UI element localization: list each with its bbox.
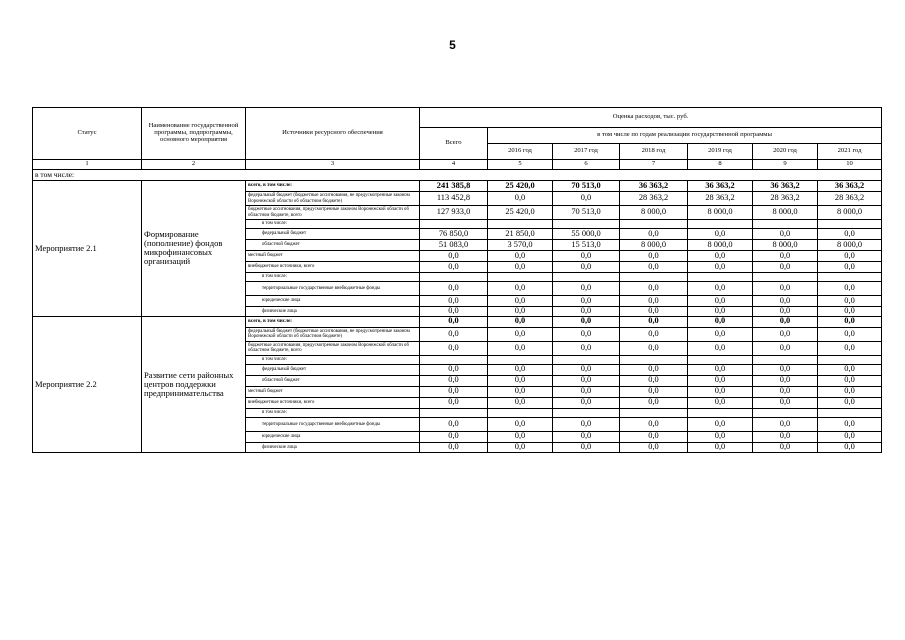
value-total (420, 220, 488, 229)
value-total: 241 385,8 (420, 181, 488, 192)
value-year: 0,0 (688, 341, 753, 355)
value-year: 0,0 (688, 397, 753, 408)
funding-source: всего, в том числе: (246, 316, 420, 327)
value-year: 0,0 (818, 307, 882, 317)
value-year: 0,0 (753, 386, 818, 397)
header-status: Статус (33, 108, 142, 160)
measure-name: Формирование (пополнение) фондов микрофинансовых организаций (142, 181, 246, 317)
value-year: 0,0 (753, 327, 818, 341)
value-year: 0,0 (620, 417, 688, 431)
value-year: 0,0 (488, 442, 553, 452)
value-year (553, 220, 620, 229)
value-year: 8 000,0 (620, 206, 688, 220)
value-year (620, 220, 688, 229)
value-year: 0,0 (488, 316, 553, 327)
value-year: 0,0 (620, 364, 688, 375)
value-year: 0,0 (553, 307, 620, 317)
value-total: 127 933,0 (420, 206, 488, 220)
value-year: 0,0 (818, 442, 882, 452)
value-year (620, 408, 688, 417)
value-year: 28 363,2 (620, 192, 688, 206)
funding-source: федеральный бюджет (бюджетные ассигнования, не предусмотренные законом Воронежской области об областном бюджете) (246, 327, 420, 341)
column-number: 5 (488, 160, 553, 170)
value-year: 0,0 (488, 397, 553, 408)
value-year (818, 355, 882, 364)
value-year: 0,0 (553, 397, 620, 408)
value-total: 0,0 (420, 397, 488, 408)
value-year: 0,0 (553, 296, 620, 307)
value-total (420, 355, 488, 364)
value-year (488, 408, 553, 417)
value-year: 25 420,0 (488, 181, 553, 192)
value-year (620, 273, 688, 282)
header-year: 2017 год (553, 144, 620, 160)
header-year: 2021 год (818, 144, 882, 160)
funding-source: в том числе: (246, 273, 420, 282)
value-year (753, 220, 818, 229)
measure-status: Мероприятие 2.2 (33, 316, 142, 452)
funding-source: внебюджетные источники, всего (246, 397, 420, 408)
value-year: 0,0 (488, 327, 553, 341)
value-year: 0,0 (688, 364, 753, 375)
value-year: 0,0 (620, 386, 688, 397)
value-year: 0,0 (688, 386, 753, 397)
value-year: 0,0 (818, 327, 882, 341)
value-year: 0,0 (753, 251, 818, 262)
value-year: 0,0 (688, 262, 753, 273)
column-number: 7 (620, 160, 688, 170)
value-total: 0,0 (420, 431, 488, 442)
value-year: 28 363,2 (753, 192, 818, 206)
value-year: 0,0 (818, 229, 882, 240)
header-year: 2020 год (753, 144, 818, 160)
value-year: 0,0 (553, 262, 620, 273)
value-year (688, 220, 753, 229)
value-year (688, 273, 753, 282)
funding-source: в том числе: (246, 355, 420, 364)
value-year: 0,0 (818, 296, 882, 307)
value-year: 25 420,0 (488, 206, 553, 220)
value-year (753, 408, 818, 417)
value-year: 0,0 (753, 431, 818, 442)
value-total (420, 273, 488, 282)
value-year: 0,0 (553, 442, 620, 452)
value-year: 0,0 (818, 386, 882, 397)
header-funding-sources: Источники ресурсного обеспечения (246, 108, 420, 160)
funding-source: территориальные государственные внебюджетные фонды (246, 282, 420, 296)
value-year (818, 220, 882, 229)
value-year: 0,0 (688, 316, 753, 327)
section-label: в том числе: (33, 170, 882, 181)
value-total: 0,0 (420, 442, 488, 452)
value-year: 0,0 (818, 364, 882, 375)
value-year: 15 513,0 (553, 240, 620, 251)
value-year: 0,0 (688, 251, 753, 262)
header-expense-estimate: Оценка расходов, тыс. руб. (420, 108, 882, 128)
value-year: 0,0 (818, 431, 882, 442)
value-year: 0,0 (753, 229, 818, 240)
value-year: 28 363,2 (818, 192, 882, 206)
value-year: 0,0 (818, 375, 882, 386)
measures-body (33, 181, 882, 453)
funding-source: областной бюджет (246, 240, 420, 251)
value-year: 8 000,0 (620, 240, 688, 251)
value-total: 0,0 (420, 316, 488, 327)
column-number: 9 (753, 160, 818, 170)
funding-source: федеральный бюджет (246, 364, 420, 375)
value-year: 70 513,0 (553, 181, 620, 192)
funding-source: бюджетные ассигнования, предусмотренные законом Воронежской области об областном бюджете, всего (246, 206, 420, 220)
value-year (688, 355, 753, 364)
value-total: 0,0 (420, 327, 488, 341)
header-year: 2019 год (688, 144, 753, 160)
value-year (818, 273, 882, 282)
value-year: 0,0 (553, 251, 620, 262)
column-number: 1 (33, 160, 142, 170)
table-header (33, 108, 882, 181)
value-year: 0,0 (553, 341, 620, 355)
value-year: 0,0 (553, 282, 620, 296)
value-total: 0,0 (420, 417, 488, 431)
value-year: 0,0 (553, 327, 620, 341)
value-year: 0,0 (553, 364, 620, 375)
value-year: 8 000,0 (753, 206, 818, 220)
value-year: 36 363,2 (620, 181, 688, 192)
funding-source: местный бюджет (246, 251, 420, 262)
value-total: 76 850,0 (420, 229, 488, 240)
value-year: 0,0 (688, 442, 753, 452)
value-year: 0,0 (488, 296, 553, 307)
value-year (688, 408, 753, 417)
value-total: 0,0 (420, 375, 488, 386)
value-year (488, 220, 553, 229)
value-year: 0,0 (753, 262, 818, 273)
value-year: 0,0 (753, 417, 818, 431)
value-year: 8 000,0 (818, 240, 882, 251)
column-number: 2 (142, 160, 246, 170)
value-year: 0,0 (620, 296, 688, 307)
value-year: 0,0 (488, 431, 553, 442)
value-year: 8 000,0 (688, 206, 753, 220)
value-year: 0,0 (553, 417, 620, 431)
budget-table (32, 107, 882, 453)
value-year: 0,0 (488, 262, 553, 273)
table-row (33, 181, 882, 192)
value-year: 0,0 (620, 327, 688, 341)
value-year (488, 273, 553, 282)
value-year: 3 570,0 (488, 240, 553, 251)
value-total: 0,0 (420, 251, 488, 262)
value-year: 0,0 (553, 431, 620, 442)
value-year: 36 363,2 (753, 181, 818, 192)
funding-source: территориальные государственные внебюджетные фонды (246, 417, 420, 431)
funding-source: внебюджетные источники, всего (246, 262, 420, 273)
funding-source: физические лица (246, 442, 420, 452)
funding-source: местный бюджет (246, 386, 420, 397)
measure-status: Мероприятие 2.1 (33, 181, 142, 317)
value-year: 0,0 (688, 282, 753, 296)
value-year: 0,0 (818, 282, 882, 296)
page-number: 5 (449, 38, 456, 52)
value-year (488, 355, 553, 364)
funding-source: федеральный бюджет (бюджетные ассигнования, не предусмотренные законом Воронежской области об областном бюджете) (246, 192, 420, 206)
value-year: 21 850,0 (488, 229, 553, 240)
funding-source: физические лица (246, 307, 420, 317)
value-year: 8 000,0 (818, 206, 882, 220)
value-year: 0,0 (753, 364, 818, 375)
value-year: 0,0 (818, 417, 882, 431)
value-total: 51 083,0 (420, 240, 488, 251)
value-year: 0,0 (553, 375, 620, 386)
value-year (753, 355, 818, 364)
value-year: 0,0 (688, 431, 753, 442)
header-year: 2016 год (488, 144, 553, 160)
value-total: 0,0 (420, 296, 488, 307)
value-year: 0,0 (753, 375, 818, 386)
value-total: 113 452,8 (420, 192, 488, 206)
value-year: 0,0 (620, 251, 688, 262)
column-numbers-row (33, 160, 882, 170)
value-year: 0,0 (488, 375, 553, 386)
value-year: 0,0 (488, 282, 553, 296)
value-year: 0,0 (818, 316, 882, 327)
value-year: 0,0 (688, 327, 753, 341)
value-year: 0,0 (620, 316, 688, 327)
value-year: 0,0 (620, 307, 688, 317)
measure-name: Развитие сети районных центров поддержки предпринимательства (142, 316, 246, 452)
value-year: 0,0 (488, 417, 553, 431)
header-year: 2018 год (620, 144, 688, 160)
header-total: Всего (420, 128, 488, 160)
value-total: 0,0 (420, 341, 488, 355)
value-year: 0,0 (753, 442, 818, 452)
value-year: 0,0 (488, 307, 553, 317)
value-year: 0,0 (688, 307, 753, 317)
value-year: 8 000,0 (688, 240, 753, 251)
value-year: 36 363,2 (688, 181, 753, 192)
value-year: 0,0 (818, 262, 882, 273)
section-row (33, 170, 882, 181)
value-year: 0,0 (488, 251, 553, 262)
value-year: 0,0 (488, 341, 553, 355)
column-number: 8 (688, 160, 753, 170)
value-total: 0,0 (420, 307, 488, 317)
value-year: 0,0 (620, 442, 688, 452)
funding-source: юридические лица (246, 296, 420, 307)
value-total: 0,0 (420, 364, 488, 375)
value-year: 0,0 (553, 316, 620, 327)
value-year: 0,0 (818, 251, 882, 262)
value-year: 36 363,2 (818, 181, 882, 192)
funding-source: областной бюджет (246, 375, 420, 386)
value-year (553, 355, 620, 364)
value-year: 55 000,0 (553, 229, 620, 240)
value-year: 0,0 (753, 296, 818, 307)
value-year: 28 363,2 (688, 192, 753, 206)
funding-source: юридические лица (246, 431, 420, 442)
header-by-years: в том числе по годам реализации государственной программы (488, 128, 882, 144)
header-program-name: Наименование государственной программы, подпрограммы, основного мероприятия (142, 108, 246, 160)
value-year: 0,0 (488, 192, 553, 206)
column-number: 4 (420, 160, 488, 170)
value-year: 0,0 (688, 417, 753, 431)
column-number: 3 (246, 160, 420, 170)
value-total: 0,0 (420, 282, 488, 296)
column-number: 10 (818, 160, 882, 170)
value-year: 0,0 (753, 397, 818, 408)
value-year: 0,0 (620, 431, 688, 442)
value-year: 0,0 (620, 282, 688, 296)
value-year: 0,0 (818, 341, 882, 355)
value-year (553, 273, 620, 282)
value-year (620, 355, 688, 364)
value-year: 0,0 (620, 397, 688, 408)
value-year: 0,0 (553, 192, 620, 206)
value-total: 0,0 (420, 386, 488, 397)
value-year: 0,0 (620, 229, 688, 240)
value-year: 0,0 (488, 364, 553, 375)
funding-source: в том числе: (246, 220, 420, 229)
column-number: 6 (553, 160, 620, 170)
value-year: 0,0 (620, 375, 688, 386)
value-year (818, 408, 882, 417)
value-year: 0,0 (688, 296, 753, 307)
value-year: 0,0 (818, 397, 882, 408)
value-year: 0,0 (620, 262, 688, 273)
value-year: 0,0 (753, 307, 818, 317)
value-year: 0,0 (688, 375, 753, 386)
funding-source: бюджетные ассигнования, предусмотренные законом Воронежской области об областном бюджете, всего (246, 341, 420, 355)
table-row (33, 316, 882, 327)
funding-source: всего, в том числе: (246, 181, 420, 192)
funding-source: федеральный бюджет (246, 229, 420, 240)
value-year: 8 000,0 (753, 240, 818, 251)
value-year: 0,0 (620, 341, 688, 355)
funding-source: в том числе: (246, 408, 420, 417)
value-year: 0,0 (753, 282, 818, 296)
value-year: 0,0 (488, 386, 553, 397)
value-total: 0,0 (420, 262, 488, 273)
value-year: 0,0 (753, 316, 818, 327)
value-year: 0,0 (688, 229, 753, 240)
value-total (420, 408, 488, 417)
value-year: 0,0 (753, 341, 818, 355)
value-year: 0,0 (553, 386, 620, 397)
value-year: 70 513,0 (553, 206, 620, 220)
value-year (753, 273, 818, 282)
value-year (553, 408, 620, 417)
